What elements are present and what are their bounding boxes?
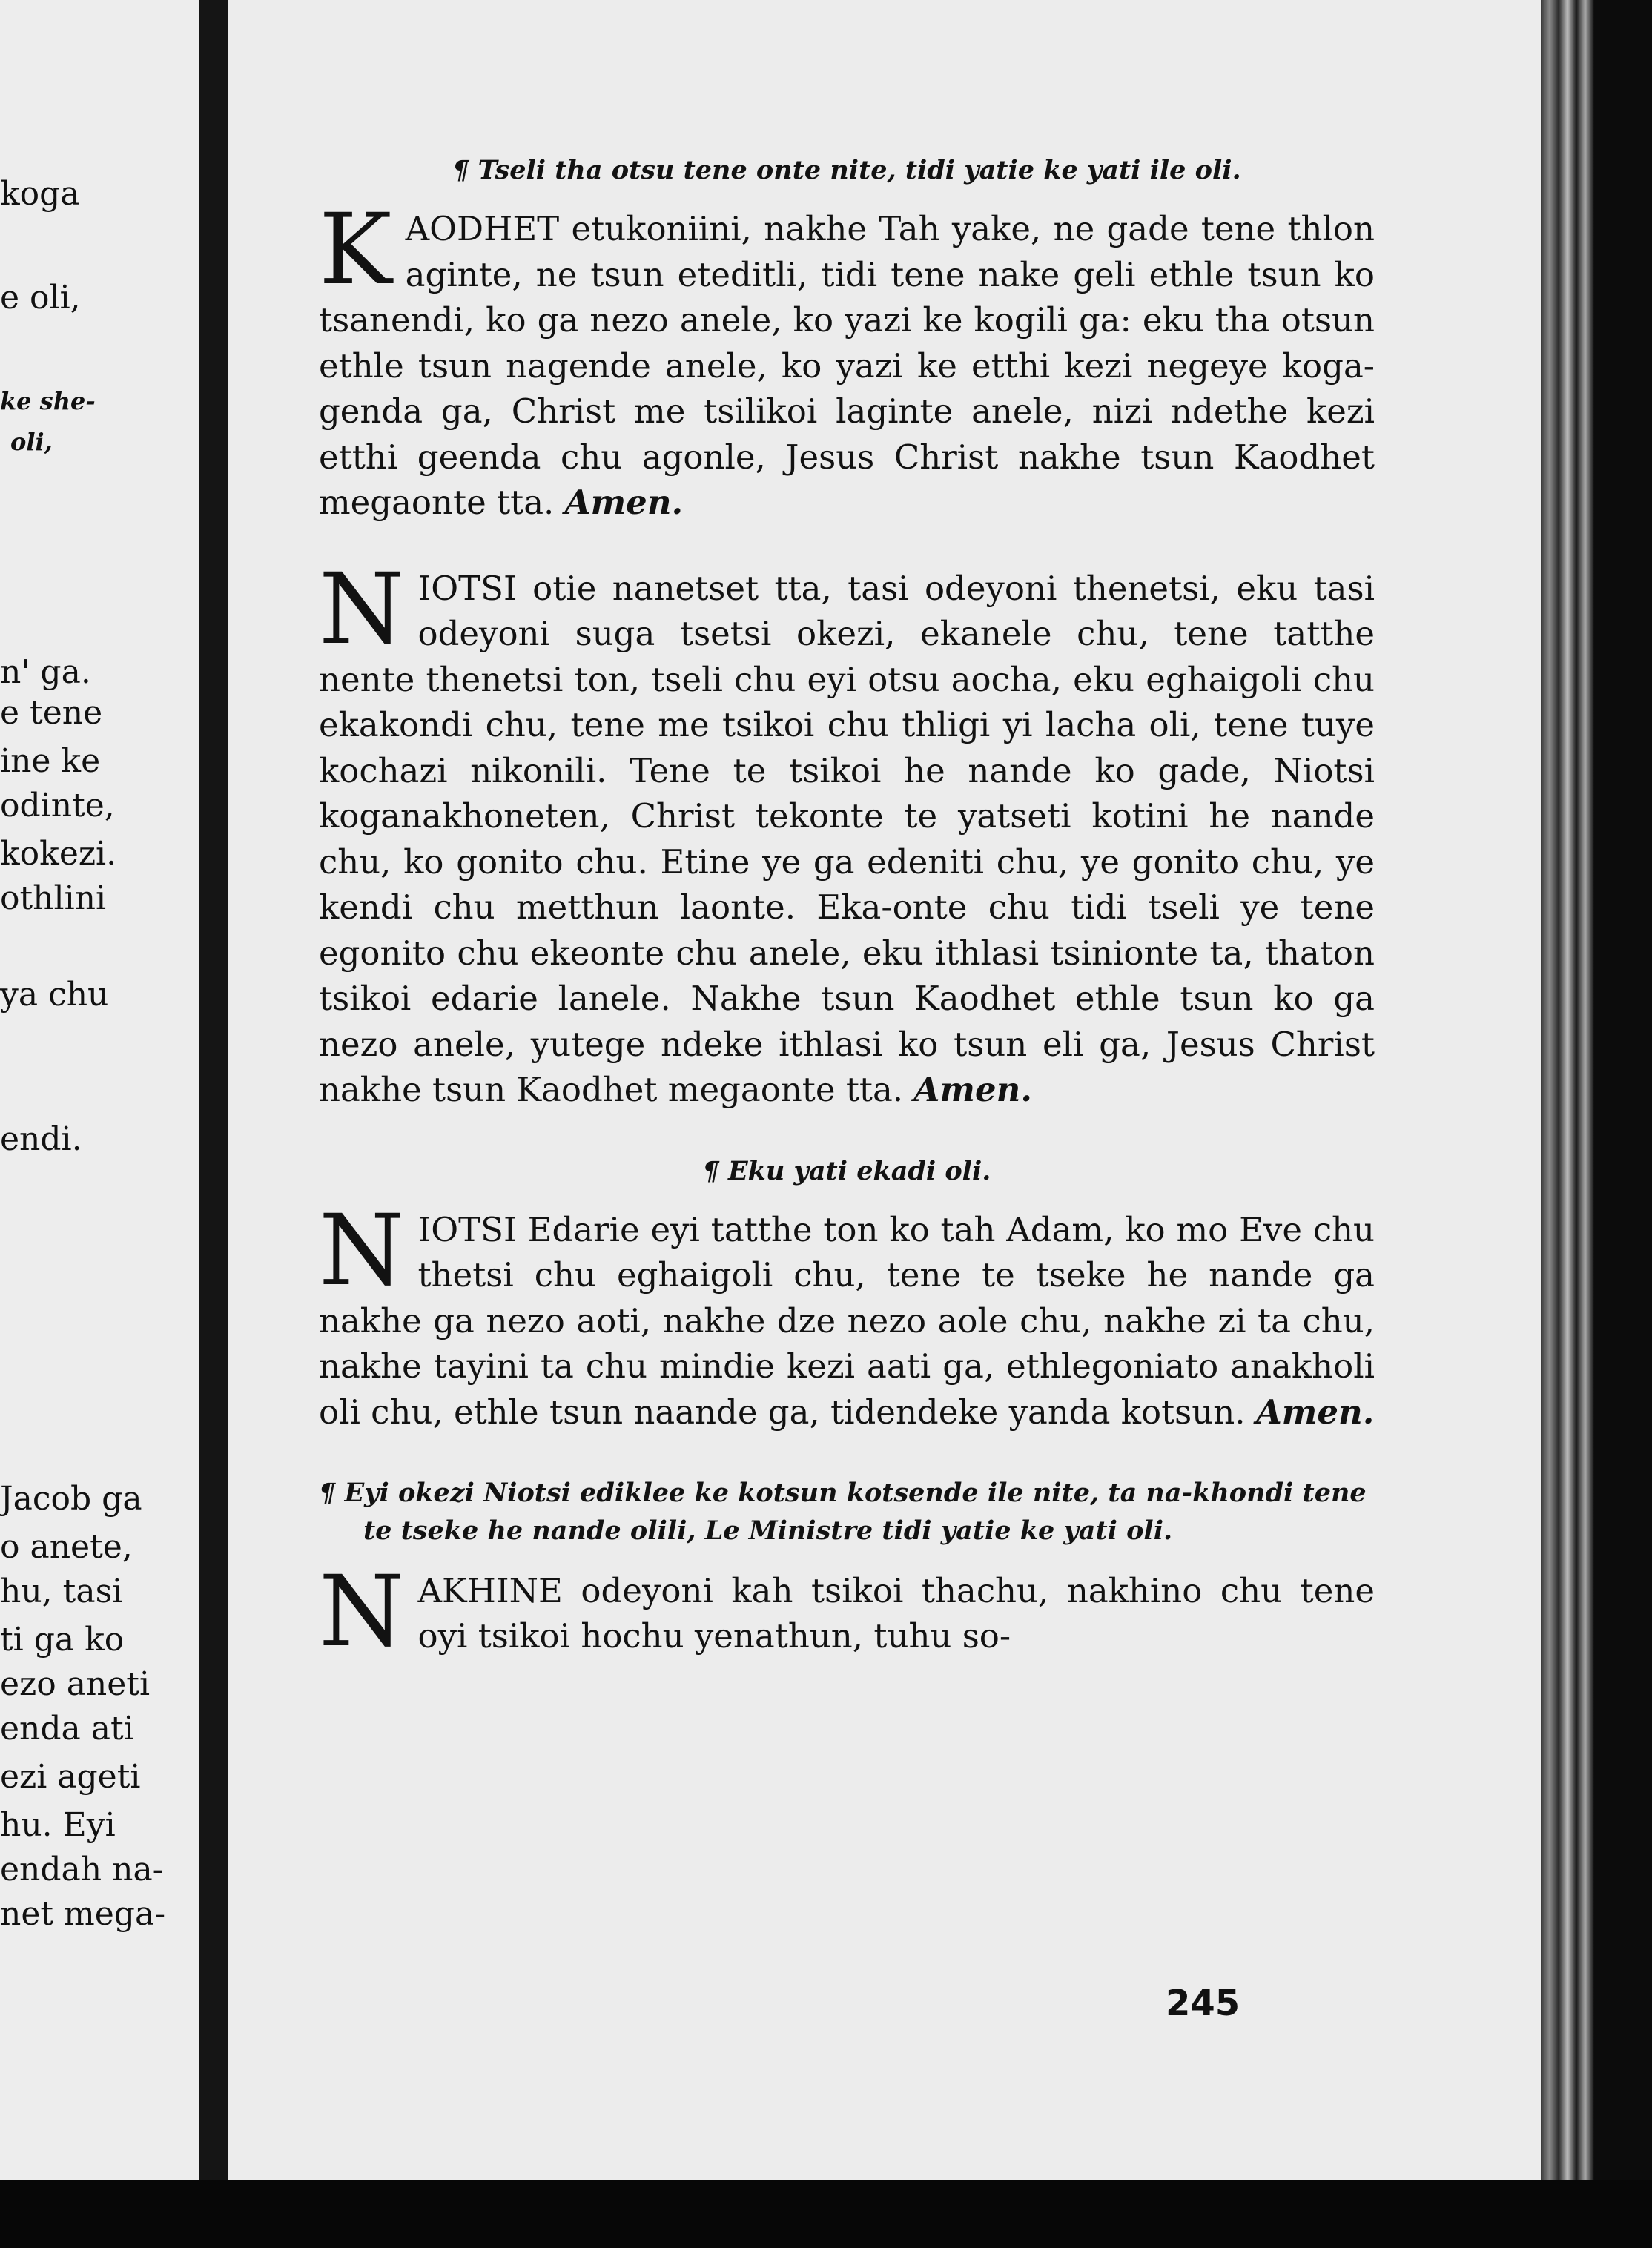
rubric-heading-2: ¶ Eku yati ekadi oli. — [702, 1155, 991, 1186]
rubric-instruction: ¶ Eyi okezi Niotsi ediklee ke kotsun kotsende ile nite, ta na-khondi tene te tseke he nande olili, Le Ministre tidi yatie ke yati oli. — [319, 1478, 1367, 1546]
facing-page-fragment: odinte, — [0, 787, 115, 824]
facing-page-fragment: hu. Eyi — [0, 1806, 116, 1844]
facing-page-fragment: endah na- — [0, 1851, 164, 1888]
facing-page-fragment: net mega- — [0, 1895, 166, 1933]
facing-page-fragment: enda ati — [0, 1710, 134, 1748]
rubric-heading-1: ¶ Tseli tha otsu tene onte nite, tidi yatie ke yati ile oli. — [452, 155, 1241, 185]
drop-cap: K — [319, 193, 392, 307]
facing-page-fragment: ya chu — [0, 976, 109, 1014]
page-number: 245 — [1166, 1983, 1240, 2024]
facing-page-fragment: endi. — [0, 1120, 82, 1158]
paragraph-text: AODHET etukoniini, nakhe Tah yake, ne gade tene thlon aginte, ne tsun eteditli, tidi tene nake geli ethle tsun ko tsanendi, ko ga nezo anele, ko yazi ke kogili ga: eku tha otsun ethle tsun nagende anele, ko yazi ke etthi kezi negeye koga-genda ga, Christ me tsilikoi laginte anele, nizi ndethe kezi etthi geenda chu agonle, Jesus Christ nakhe tsun Kaodhet megaonte tta. — [319, 209, 1375, 522]
facing-page-fragment: Jacob ga — [0, 1480, 142, 1518]
book-gutter — [199, 0, 228, 2180]
collect-paragraph-2 — [319, 552, 1375, 1113]
paragraph-text: IOTSI otie nanetset tta, tasi odeyoni thenetsi, eku tasi odeyoni suga tsetsi okezi, ekanele chu, tene tatthe nente thenetsi ton, tseli chu eyi otsu aocha, eku eghaigoli chu ekakondi chu, tene me tsikoi chu thligi yi lacha oli, tene tuye kochazi nikonili. Tene te tsikoi he nande ko gade, Niotsi koganakhoneten, Christ tekonte te yatseti kotini he nande chu, ko gonito chu. Etine ye ga edeniti chu, ye gonito chu, ye kendi chu metthun laonte. Eka-onte chu tidi tseli ye tene egonito chu ekeonte chu anele, eku ithlasi tsinionte ta, thaton tsikoi edarie lanele. Nakhe tsun Kaodhet ethle tsun ko ga nezo anele, yutege ndeke ithlasi ko tsun eli ga, Jesus Christ nakhe tsun Kaodhet megaonte tta. — [319, 568, 1375, 1109]
amen-word: Amen. — [913, 1070, 1032, 1109]
facing-page-fragment: e oli, — [0, 279, 81, 317]
facing-page-fragment: koga — [0, 175, 80, 213]
paragraph-text: IOTSI Edarie eyi tatthe ton ko tah Adam, ko mo Eve chu thetsi chu eghaigoli chu, tene te tseke he nande ga nakhe ga nezo aoti, nakhe dze nezo aole chu, nakhe zi ta chu, nakhe tayini ta chu mindie kezi aati ga, ethlegoniato anakholi oli chu, ethle tsun naande ga, tidendeke yanda kotsun. — [319, 1209, 1375, 1432]
facing-page-fragment: ezi ageti — [0, 1758, 141, 1796]
collect-paragraph-4 — [319, 1554, 1375, 1669]
collect-paragraph-1 — [319, 193, 1375, 526]
facing-page-fragment: o anete, — [0, 1528, 133, 1566]
facing-page-fragment: ti ga ko — [0, 1621, 125, 1659]
drop-cap: N — [319, 1554, 405, 1669]
collect-paragraph-3 — [319, 1193, 1375, 1435]
facing-page-fragment: kokezi. — [0, 835, 117, 873]
facing-page-fragment: othlini — [0, 879, 107, 917]
facing-page-fragment: ke she- — [0, 387, 96, 415]
facing-page-fragment: n' ga. — [0, 653, 91, 691]
drop-cap: N — [319, 1193, 405, 1308]
facing-page-fragment: e tene — [0, 694, 103, 732]
amen-word: Amen. — [564, 483, 684, 522]
amen-word: Amen. — [1255, 1392, 1375, 1432]
facing-page-strip — [0, 0, 199, 2180]
page-text — [319, 152, 1375, 1699]
drop-cap: N — [319, 552, 405, 667]
page-edges — [1541, 0, 1652, 2180]
paragraph-text: AKHINE odeyoni kah tsikoi thachu, nakhino chu tene oyi tsikoi hochu yenathun, tuhu so- — [417, 1570, 1375, 1656]
facing-page-fragment: ezo aneti — [0, 1665, 151, 1703]
facing-page-fragment: hu, tasi — [0, 1573, 123, 1610]
facing-page-fragment: ine ke — [0, 742, 101, 780]
page-245 — [228, 0, 1541, 2180]
facing-page-fragment: oli, — [10, 428, 53, 456]
scan-border — [0, 2180, 1652, 2248]
